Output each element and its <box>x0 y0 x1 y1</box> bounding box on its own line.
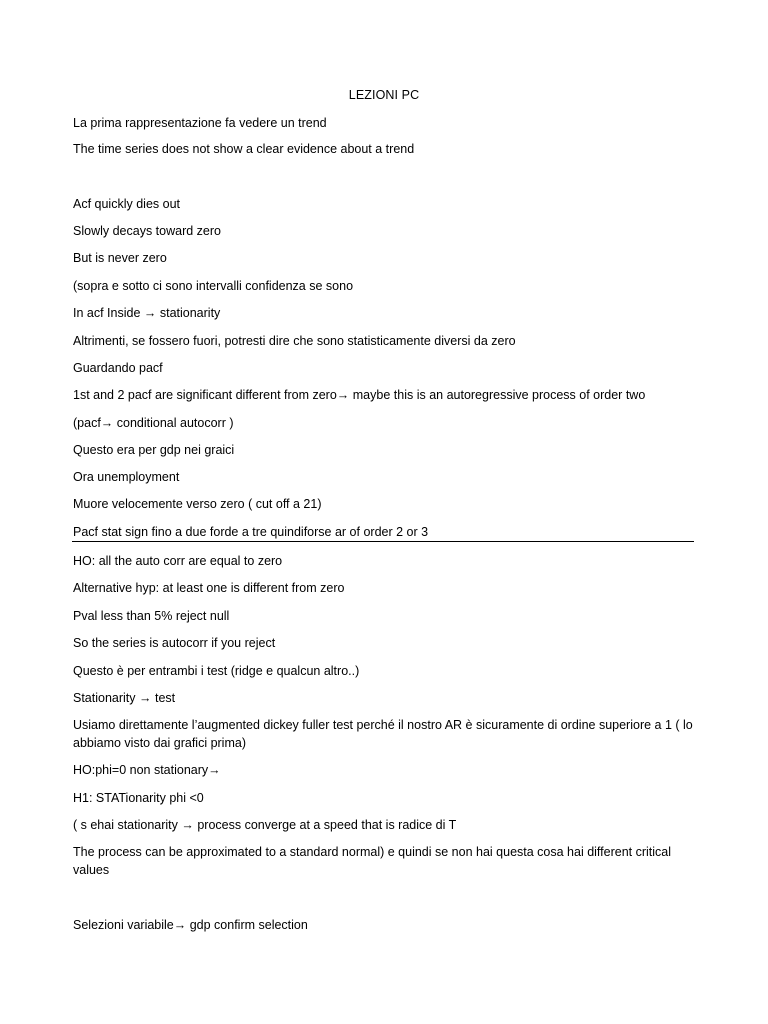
text-line: Pval less than 5% reject null <box>73 609 230 623</box>
text-line: But is never zero <box>73 251 167 265</box>
text-line: Altrimenti, se fossero fuori, potresti dire che sono statisticamente diversi da zero <box>73 334 516 348</box>
text-line: Questo è per entrambi i test (ridge e qualcun altro..) <box>73 664 360 678</box>
text-line: Muore velocemente verso zero ( cut off a 21) <box>73 497 322 511</box>
text-line: 1st and 2 pacf are significant different from zero→ maybe this is an autoregressive process of order two <box>73 388 646 402</box>
text-line: Pacf stat sign fino a due forde a tre quindiforse ar of order 2 or 3 <box>73 525 429 539</box>
text-line: HO: all the auto corr are equal to zero <box>73 554 283 568</box>
text-line: So the series is autocorr if you reject <box>73 636 276 650</box>
document-title: LEZIONI PC <box>348 88 420 102</box>
text-line: (pacf→ conditional autocorr ) <box>73 416 234 430</box>
text-line: H1: STATionarity phi <0 <box>73 791 204 805</box>
text-line: Guardando pacf <box>73 361 163 375</box>
text-line: La prima rappresentazione fa vedere un trend <box>73 116 327 130</box>
text-paragraph: The process can be approximated to a standard normal) e quindi se non hai questa cosa hai different critical values <box>73 845 672 877</box>
text-line: Selezioni variabile→ gdp confirm selection <box>73 918 308 932</box>
text-line: ( s ehai stationarity → process converge at a speed that is radice di T <box>73 818 457 832</box>
text-line: (sopra e sotto ci sono intervalli confidenza se sono <box>73 279 354 293</box>
text-line: Questo era per gdp nei graici <box>73 443 235 457</box>
text-line: The time series does not show a clear evidence about a trend <box>73 142 415 156</box>
text-line: In acf Inside → stationarity <box>73 306 221 320</box>
text-line: Ora unemployment <box>73 470 180 484</box>
text-line: Alternative hyp: at least one is different from zero <box>73 581 345 595</box>
text-line: HO:phi=0 non stationary→ <box>73 763 221 777</box>
text-line: Acf quickly dies out <box>73 197 180 211</box>
text-line: Slowly decays toward zero <box>73 224 221 238</box>
text-paragraph: Usiamo direttamente l’augmented dickey fuller test perché il nostro AR è sicuramente di ordine superiore a 1 ( lo abbiamo visto dai grafici prima) <box>73 718 693 750</box>
text-line: Stationarity → test <box>73 691 176 705</box>
horizontal-rule <box>72 541 694 542</box>
